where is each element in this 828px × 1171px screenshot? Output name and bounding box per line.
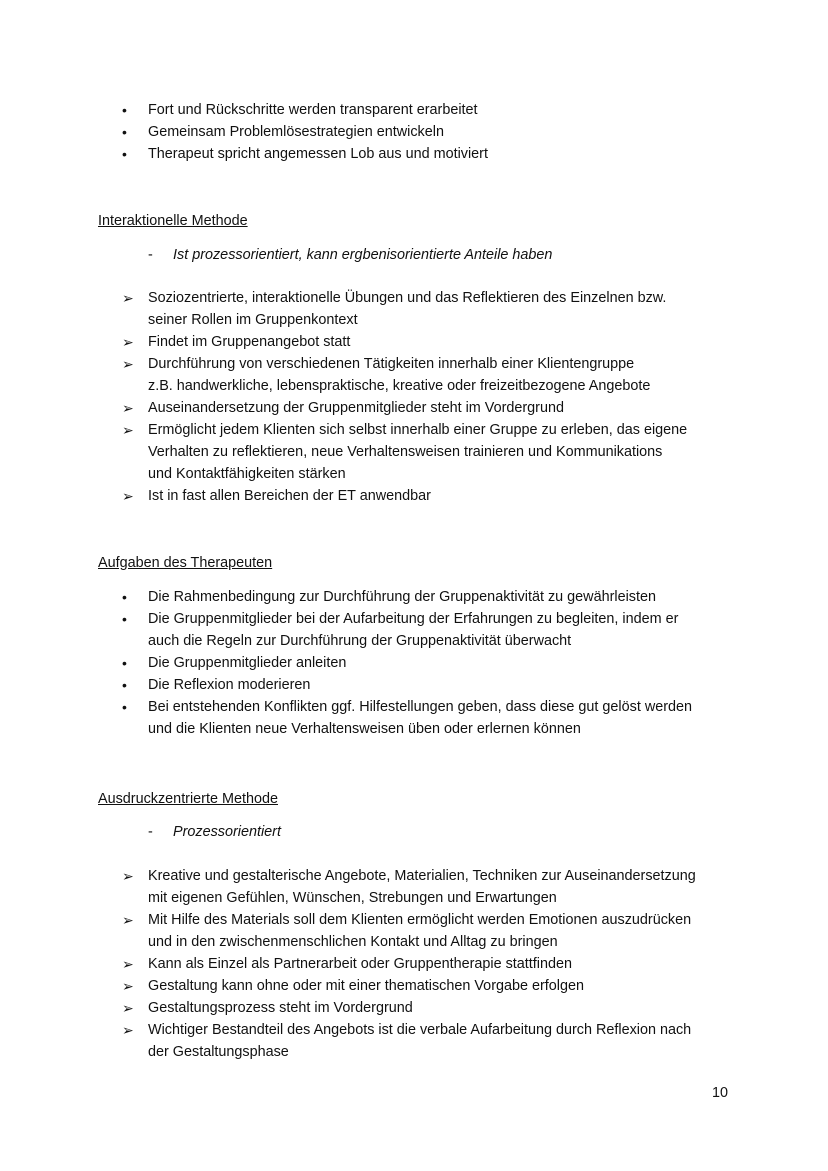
list-item-text: Gestaltungsprozess steht im Vordergrund [148,1000,413,1016]
arrow-bullet-icon: ➢ [122,400,134,416]
arrow-bullet-icon: ➢ [122,912,134,928]
list-item-text: der Gestaltungsphase [148,1044,289,1060]
arrow-bullet-icon: ➢ [122,488,134,504]
list-item-text: Auseinandersetzung der Gruppenmitglieder steht im Vordergrund [148,400,564,416]
list-item-text: Ist in fast allen Bereichen der ET anwendbar [148,488,431,504]
bullet-icon: • [122,102,127,118]
list-item [0,143,828,165]
list-item [0,99,828,121]
bullet-icon: • [122,589,127,605]
list-item [0,696,828,740]
list-item-text: und Kontaktfähigkeiten stärken [148,466,346,482]
list-item [0,397,828,419]
list-item [0,419,828,485]
bullet-icon: • [122,611,127,627]
list-item [0,1019,828,1063]
heading-aufgaben-des-therapeuten: Aufgaben des Therapeuten [98,555,273,571]
list-item [0,331,828,353]
list-item-text: Gemeinsam Problemlösestrategien entwickeln [148,124,444,140]
bullet-icon: • [122,699,127,715]
list-item [0,953,828,975]
list-item-text: Verhalten zu reflektieren, neue Verhaltensweisen trainieren und Kommunikations [148,444,663,460]
bullet-list-intro [0,99,828,165]
list-item-text: mit eigenen Gefühlen, Wünschen, Strebungen und Erwartungen [148,890,557,906]
bullet-list-aufgaben [0,586,828,740]
arrow-bullet-icon: ➢ [122,868,134,884]
arrow-bullet-icon: ➢ [122,1022,134,1038]
list-item-text: Findet im Gruppenangebot statt [148,334,351,350]
list-item-text: Kreative und gestalterische Angebote, Materialien, Techniken zur Auseinandersetzung [148,868,696,884]
list-item-text: Die Gruppenmitglieder bei der Aufarbeitung der Erfahrungen zu begleiten, indem er [148,611,679,627]
arrow-bullet-icon: ➢ [122,290,134,306]
subtitle-text: Prozessorientiert [173,824,281,840]
list-item-text: Ermöglicht jedem Klienten sich selbst innerhalb einer Gruppe zu erleben, das eigene [148,422,688,438]
list-item [0,909,828,953]
list-item-text: Die Rahmenbedingung zur Durchführung der Gruppenaktivität zu gewährleisten [148,589,656,605]
bullet-icon: • [122,677,127,693]
list-item [0,353,828,397]
arrow-bullet-icon: ➢ [122,422,134,438]
list-item-text: und in den zwischenmenschlichen Kontakt und Alltag zu bringen [148,934,558,950]
arrow-bullet-icon: ➢ [122,1000,134,1016]
list-item-text: Kann als Einzel als Partnerarbeit oder Gruppentherapie stattfinden [148,956,572,972]
list-item-text: Bei entstehenden Konflikten ggf. Hilfestellungen geben, dass diese gut gelöst werden [148,699,693,715]
list-item-text: Wichtiger Bestandteil des Angebots ist die verbale Aufarbeitung durch Reflexion nach [148,1022,692,1038]
list-item [0,586,828,608]
list-item-text: und die Klienten neue Verhaltensweisen üben oder erlernen können [148,721,581,737]
subtitle-ausdruckzentriert [148,821,281,843]
list-item-text: seiner Rollen im Gruppenkontext [148,312,358,328]
list-item [0,997,828,1019]
bullet-icon: • [122,124,127,140]
list-item [0,865,828,909]
arrow-bullet-icon: ➢ [122,356,134,372]
list-item [0,975,828,997]
arrow-list-ausdruckzentriert [0,865,828,1063]
subtitle-text: Ist prozessorientiert, kann ergbenisorientierte Anteile haben [173,247,553,263]
list-item [0,674,828,696]
subtitle-interaktionelle [148,244,552,266]
heading-interaktionelle-methode: Interaktionelle Methode [98,213,248,229]
list-item [0,485,828,507]
list-item [0,287,828,331]
list-item-text: Die Gruppenmitglieder anleiten [148,655,347,671]
list-item-text: Therapeut spricht angemessen Lob aus und motiviert [148,146,488,162]
bullet-icon: • [122,655,127,671]
list-item-text: auch die Regeln zur Durchführung der Gruppenaktivität überwacht [148,633,572,649]
list-item [0,652,828,674]
list-item-text: Gestaltung kann ohne oder mit einer thematischen Vorgabe erfolgen [148,978,584,994]
list-item-text: Durchführung von verschiedenen Tätigkeiten innerhalb einer Klientengruppe [148,356,635,372]
arrow-bullet-icon: ➢ [122,978,134,994]
list-item-text: Mit Hilfe des Materials soll dem Klienten ermöglicht werden Emotionen auszudrücken [148,912,692,928]
dash-marker: - [148,824,153,840]
arrow-bullet-icon: ➢ [122,956,134,972]
dash-marker: - [148,247,153,263]
bullet-icon: • [122,146,127,162]
heading-ausdruckzentrierte-methode: Ausdruckzentrierte Methode [98,791,278,807]
list-item-text: Soziozentrierte, interaktionelle Übungen und das Reflektieren des Einzelnen bzw. [148,290,667,306]
list-item [0,608,828,652]
list-item [0,121,828,143]
list-item-text: Die Reflexion moderieren [148,677,311,693]
arrow-list-interaktionelle [0,287,828,507]
list-item-text: z.B. handwerkliche, lebenspraktische, kreative oder freizeitbezogene Angebote [148,378,651,394]
arrow-bullet-icon: ➢ [122,334,134,350]
list-item-text: Fort und Rückschritte werden transparent erarbeitet [148,102,478,118]
page-number: 10 [712,1085,729,1101]
